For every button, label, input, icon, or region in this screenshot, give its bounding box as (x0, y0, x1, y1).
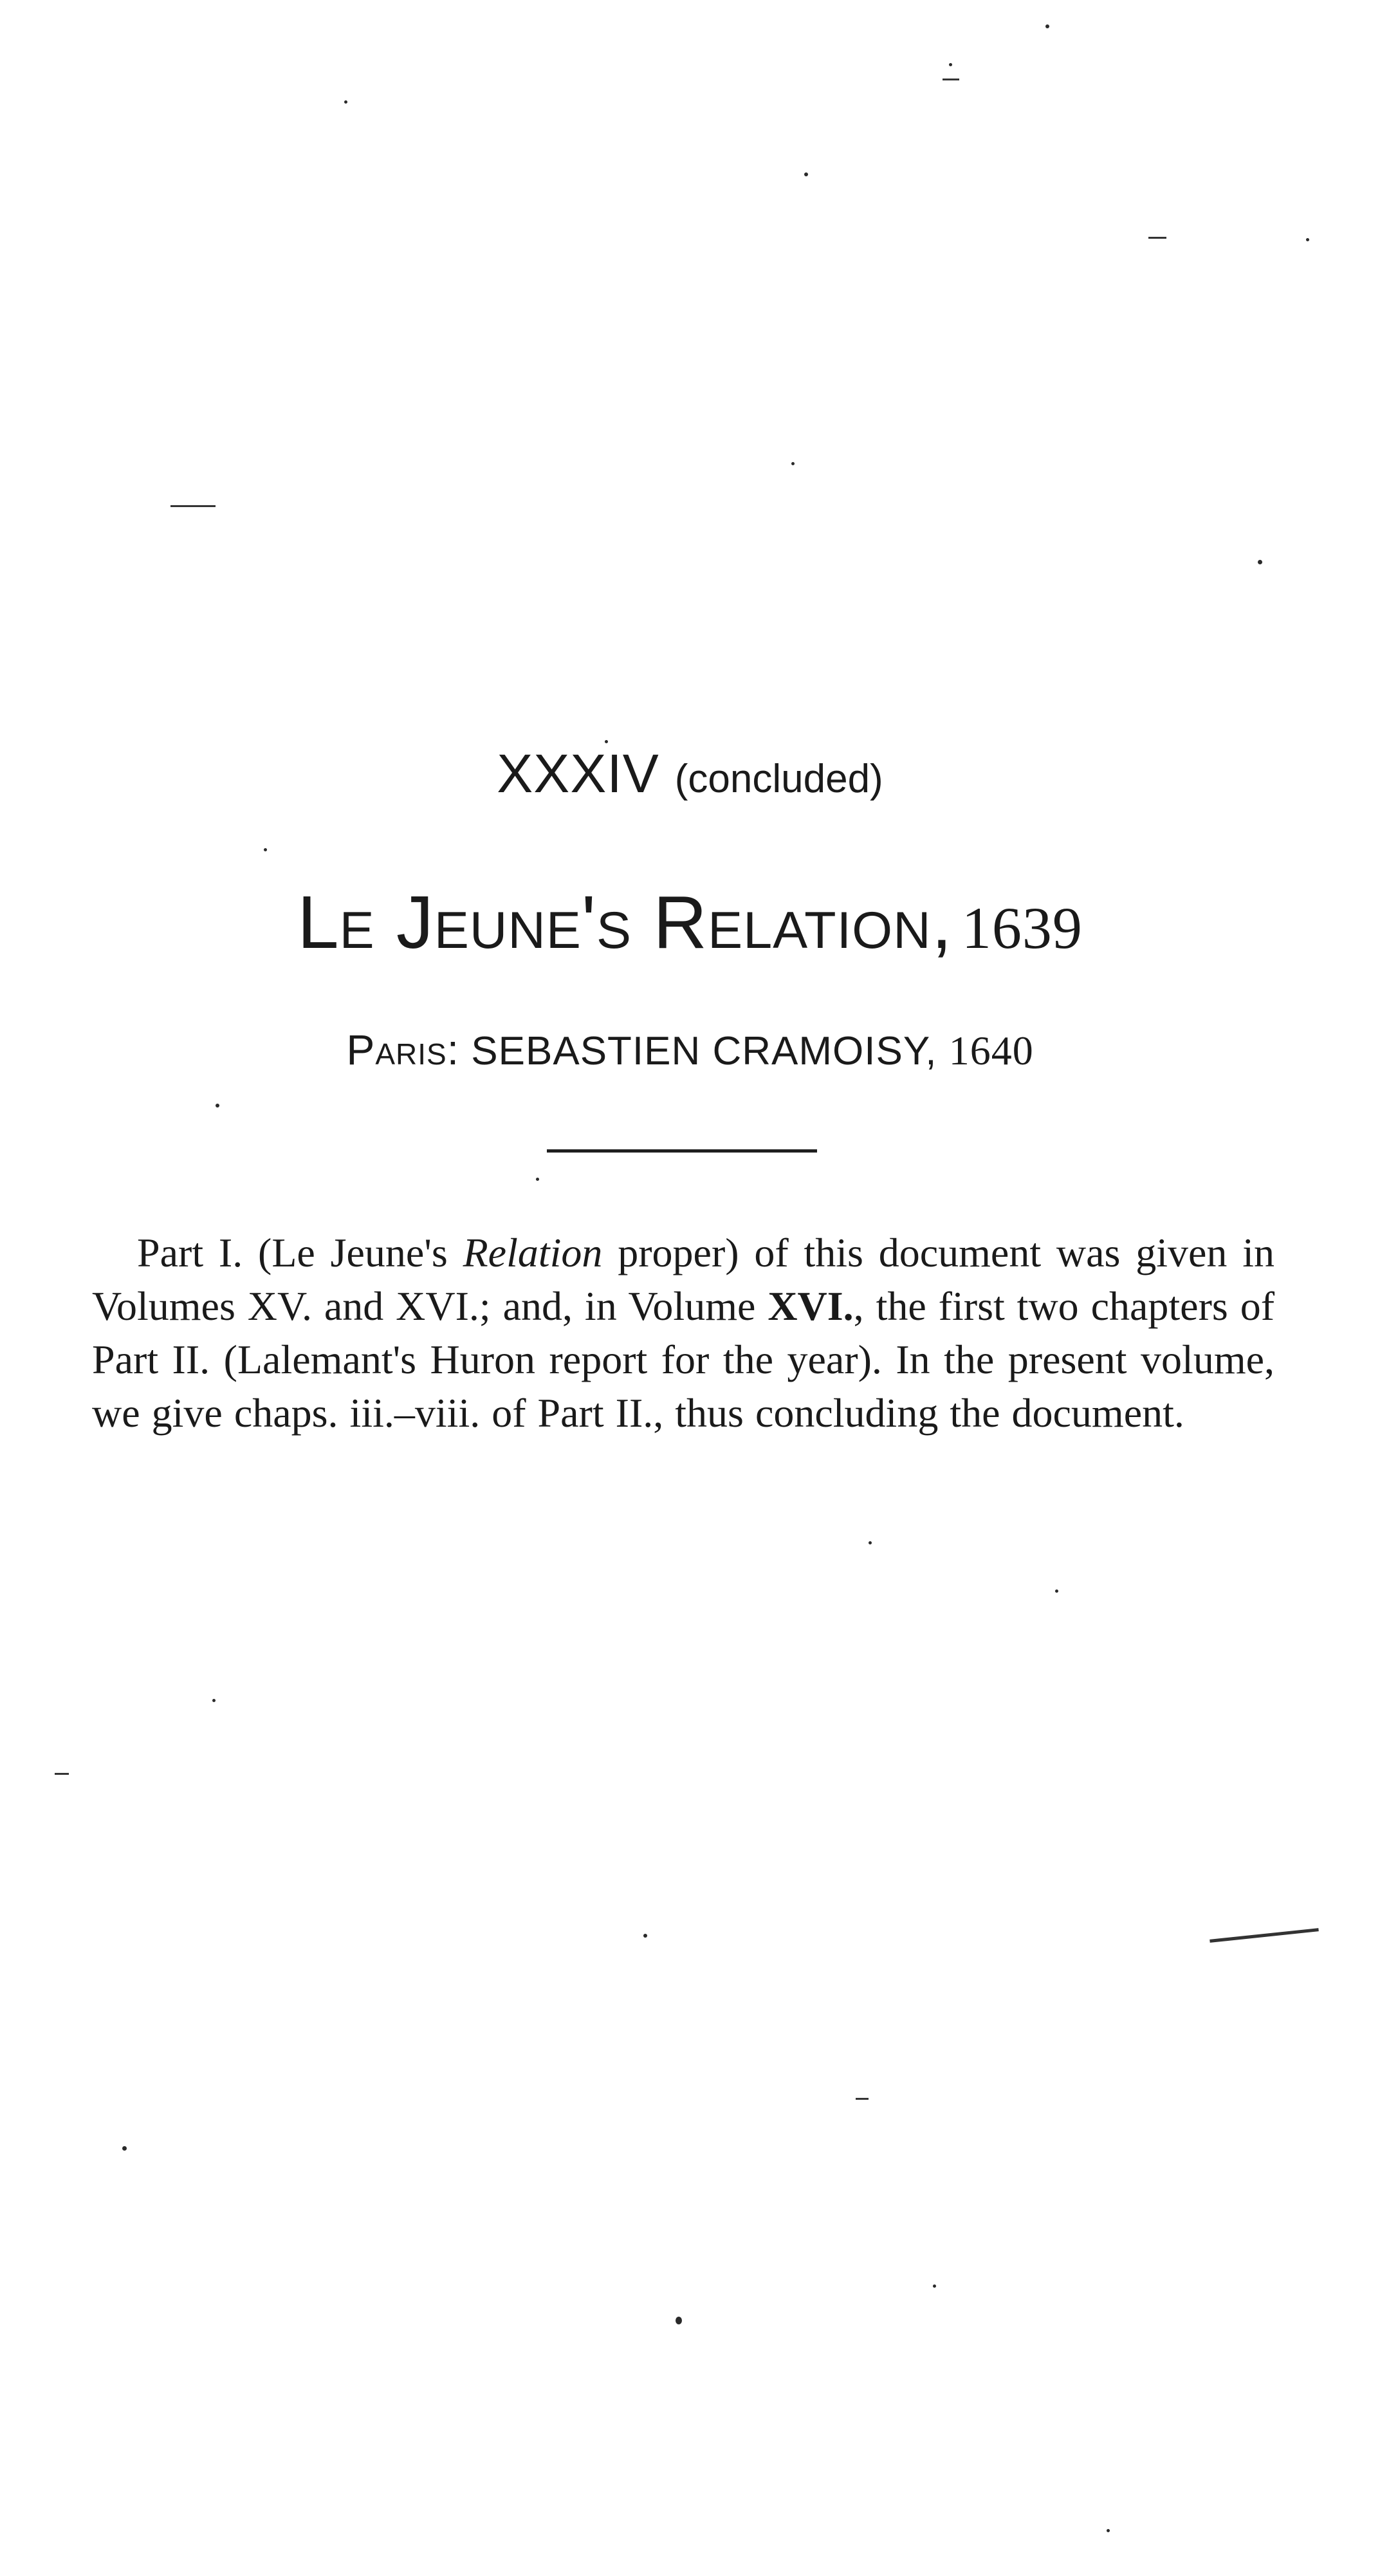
intro-text-2: proper) of this document was given in Volumes XV. and XVI.; and, in Volume (92, 1230, 1275, 1329)
intro-volume-bold: XVI. (768, 1283, 854, 1329)
document-title-year: 1639 (961, 895, 1083, 961)
imprint-year: 1640 (948, 1028, 1034, 1073)
intro-text-3: , the first two chapters of Part II. (Lalemant's Huron report for the year). In the present volume, we give chaps. iii.–viii. of Part II., thus concluding the document. (92, 1283, 1275, 1436)
document-title-text: Le Jeune's Relation, (297, 880, 953, 964)
intro-text-1: Part I. (Le Jeune's (137, 1230, 463, 1275)
section-heading (0, 743, 1380, 804)
document-number: XXXIV (497, 743, 659, 804)
document-number-note: (concluded) (674, 757, 883, 801)
introductory-note (92, 1226, 1274, 1440)
intro-relation-italic: Relation (463, 1230, 603, 1275)
section-divider (547, 1149, 817, 1153)
imprint-place: Paris: (346, 1026, 460, 1073)
imprint-publisher: SEBASTIEN CRAMOISY, (471, 1029, 937, 1073)
document-title (0, 880, 1380, 964)
imprint-line (0, 1028, 1380, 1071)
